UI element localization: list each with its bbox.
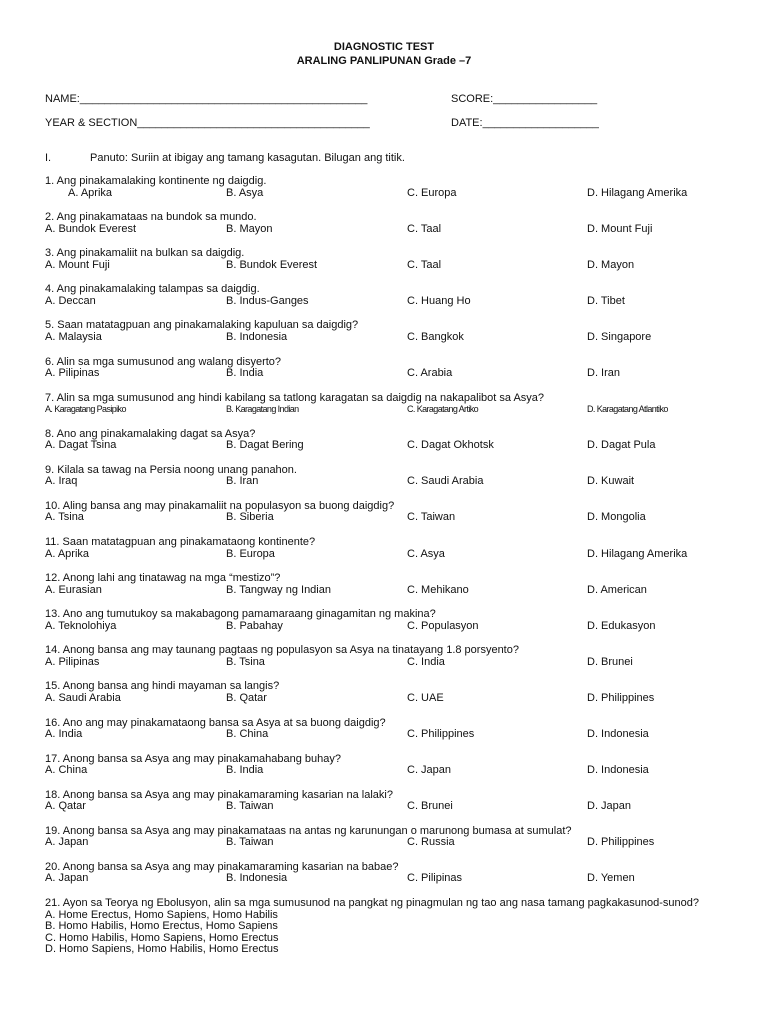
answer-option[interactable]: A. Deccan — [45, 294, 96, 307]
answer-option[interactable]: A. Karagatang Pasipiko — [45, 404, 126, 415]
year-section-field: YEAR & SECTION______________________________________ — [45, 117, 370, 129]
question-20 — [45, 862, 725, 886]
answer-options — [45, 765, 725, 777]
score-field: SCORE:_________________ — [451, 93, 598, 105]
question-4 — [45, 284, 725, 308]
question-15 — [45, 681, 725, 705]
answer-option[interactable]: B. Indus-Ganges — [226, 294, 309, 307]
answer-option[interactable]: D. Dagat Pula — [587, 439, 656, 452]
answer-options — [45, 801, 725, 813]
answer-option[interactable]: C. Homo Habilis, Homo Sapiens, Homo Erectus — [45, 931, 279, 944]
answer-options — [45, 512, 725, 524]
answer-option[interactable]: C. India — [407, 655, 445, 668]
answer-option[interactable]: A. Mount Fuji — [45, 258, 110, 271]
question-19 — [45, 826, 725, 850]
answer-option[interactable]: B. Pabahay — [226, 619, 283, 632]
name-field: NAME:_______________________________________________ — [45, 93, 368, 105]
question-text: 8. Ano ang pinakamalaking dagat sa Asya? — [45, 427, 256, 440]
question-text: 16. Ano ang may pinakamataong bansa sa Asya at sa buong daigdig? — [45, 716, 386, 729]
question-18 — [45, 790, 725, 814]
answer-option[interactable]: A. Tsina — [45, 511, 84, 524]
answer-option[interactable]: C. Saudi Arabia — [407, 475, 484, 488]
answer-option[interactable]: B. Asya — [226, 186, 264, 199]
answer-option[interactable]: A. Teknolohiya — [45, 619, 117, 632]
answer-option[interactable]: D. Philippines — [587, 691, 655, 704]
answer-option[interactable]: D. Brunei — [587, 655, 633, 668]
page-subtitle: ARALING PANLIPUNAN Grade –7 — [296, 55, 472, 67]
answer-option[interactable]: A. Dagat Tsina — [45, 439, 117, 452]
answer-option[interactable]: D. American — [587, 583, 647, 596]
answer-options — [45, 657, 725, 669]
question-text: 2. Ang pinakamataas na bundok sa mundo. — [45, 211, 257, 224]
answer-option[interactable]: A. Aprika — [68, 186, 113, 199]
answer-option[interactable]: B. Tsina — [226, 655, 265, 668]
question-7 — [45, 393, 725, 417]
answer-option[interactable]: C. Russia — [407, 836, 455, 849]
answer-option[interactable]: C. Taiwan — [407, 511, 456, 524]
answer-option[interactable]: B. Homo Habilis, Homo Erectus, Homo Sapiens — [45, 920, 278, 932]
answer-options — [45, 224, 725, 236]
question-text: 3. Ang pinakamaliit na bulkan sa daigdig. — [45, 247, 245, 260]
answer-option[interactable]: D. Tibet — [587, 294, 625, 307]
page-title: DIAGNOSTIC TEST — [333, 41, 435, 53]
answer-option[interactable]: B. Tangway ng Indian — [226, 583, 331, 596]
answer-options — [45, 260, 725, 272]
answer-option[interactable]: A. Malaysia — [45, 330, 102, 343]
question-11 — [45, 537, 725, 561]
answer-options — [45, 188, 725, 200]
question-10 — [45, 501, 725, 525]
answer-option[interactable]: A. Saudi Arabia — [45, 691, 121, 704]
answer-option[interactable]: C. Europa — [407, 186, 457, 199]
answer-options — [45, 837, 725, 849]
question-text: 9. Kilala sa tawag na Persia noong unang panahon. — [45, 463, 297, 476]
answer-option[interactable]: B. Bundok Everest — [226, 258, 318, 271]
answer-option[interactable]: D. Indonesia — [587, 728, 649, 740]
answer-option[interactable]: D. Hilagang Amerika — [587, 186, 688, 199]
answer-option[interactable]: D. Iran — [587, 367, 621, 379]
answer-option[interactable]: D. Kuwait — [587, 475, 635, 488]
question-text: 7. Alin sa mga sumusunod ang hindi kabilang sa tatlong karagatan sa daigdig na nakapalibot sa Asya? — [45, 391, 545, 404]
answer-option[interactable]: C. Taal — [407, 222, 442, 235]
answer-option[interactable]: B. China — [226, 728, 269, 740]
answer-option[interactable]: B. Qatar — [226, 691, 267, 704]
answer-option[interactable]: C. Bangkok — [407, 330, 464, 343]
answer-option[interactable]: C. Dagat Okhotsk — [407, 439, 494, 452]
answer-options — [45, 621, 725, 633]
answer-option[interactable]: A. Japan — [45, 872, 89, 885]
answer-option[interactable]: A. Eurasian — [45, 583, 102, 596]
answer-option[interactable]: C. Populasyon — [407, 619, 479, 632]
answer-option[interactable]: B. India — [226, 367, 264, 379]
answer-option[interactable]: C. Karagatang Artiko — [407, 404, 479, 415]
answer-options — [45, 296, 725, 308]
question-text: 4. Ang pinakamalaking talampas sa daigdig. — [45, 283, 260, 296]
question-2 — [45, 212, 725, 236]
question-text: 17. Anong bansa sa Asya ang may pinakamahabang buhay? — [45, 752, 342, 765]
answer-option[interactable]: D. Karagatang Atlantiko — [587, 404, 668, 415]
question-9 — [45, 465, 725, 489]
answer-option[interactable]: D. Singapore — [587, 330, 652, 343]
answer-options — [45, 404, 725, 416]
answer-option[interactable]: B. Dagat Bering — [226, 439, 304, 452]
answer-options — [45, 873, 725, 885]
answer-option[interactable]: D. Edukasyon — [587, 619, 656, 632]
answer-option[interactable]: C. Huang Ho — [407, 294, 471, 307]
question-5 — [45, 320, 725, 344]
answer-option[interactable]: A. India — [45, 728, 83, 740]
question-21 — [45, 898, 725, 956]
question-text: 5. Saan matatagpuan ang pinakamalaking kapuluan sa daigdig? — [45, 319, 359, 332]
answer-options — [45, 549, 725, 561]
instructions-numeral: I. — [45, 152, 52, 164]
question-3 — [45, 248, 725, 272]
date-field: DATE:___________________ — [451, 117, 599, 129]
instructions — [45, 152, 405, 164]
answer-option[interactable]: D. Mount Fuji — [587, 222, 653, 235]
question-text: 20. Anong bansa sa Asya ang may pinakamaraming kasarian na babae? — [45, 860, 399, 873]
answer-option[interactable]: A. Qatar — [45, 800, 86, 813]
answer-option[interactable]: B. Europa — [226, 547, 275, 560]
answer-option[interactable]: B. Siberia — [226, 511, 274, 524]
answer-option[interactable]: B. Karagatang Indian — [226, 404, 299, 415]
answer-option[interactable]: C. Taal — [407, 258, 442, 271]
answer-option[interactable]: A. Bundok Everest — [45, 222, 137, 235]
answer-option[interactable]: A. Aprika — [45, 547, 90, 560]
answer-option[interactable]: B. India — [226, 764, 264, 777]
answer-option[interactable]: B. Indonesia — [226, 330, 288, 343]
question-13 — [45, 609, 725, 633]
answer-option[interactable]: C. Pilipinas — [407, 872, 463, 885]
answer-options — [45, 585, 725, 597]
answer-option[interactable]: A. Home Erectus, Homo Sapiens, Homo Habilis — [45, 908, 278, 921]
question-text: 10. Aling bansa ang may pinakamaliit na populasyon sa buong daigdig? — [45, 499, 395, 512]
answer-option[interactable]: C. Arabia — [407, 367, 453, 379]
question-text: 19. Anong bansa sa Asya ang may pinakamataas na antas ng karunungan o marunong bumasa at sumulat? — [45, 824, 572, 837]
question-16 — [45, 718, 725, 742]
answer-option[interactable]: C. Brunei — [407, 800, 453, 813]
question-text: 21. Ayon sa Teorya ng Ebolusyon, alin sa mga sumusunod na pangkat ng pinagmulan ng tao ang nasa tamang pagkakasunod-sunod? — [45, 897, 699, 909]
answer-option[interactable]: B. Mayon — [226, 222, 273, 235]
question-8 — [45, 429, 725, 453]
question-1 — [45, 176, 725, 200]
question-text: 11. Saan matatagpuan ang pinakamataong kontinente? — [45, 536, 316, 548]
answer-option[interactable]: B. Indonesia — [226, 872, 288, 885]
question-text: 13. Ano ang tumutukoy sa makabagong pamamaraang ginagamitan ng makina? — [45, 608, 436, 621]
question-text: 15. Anong bansa ang hindi mayaman sa langis? — [45, 680, 280, 693]
answer-option[interactable]: C. Asya — [407, 547, 445, 560]
question-14 — [45, 645, 725, 669]
answer-option[interactable]: D. Homo Sapiens, Homo Habilis, Homo Erectus — [45, 943, 279, 955]
answer-option[interactable]: C. UAE — [407, 691, 444, 704]
answer-option[interactable]: D. Indonesia — [587, 764, 649, 777]
answer-option[interactable]: B. Taiwan — [226, 800, 274, 813]
answer-option[interactable]: A. Iraq — [45, 475, 78, 488]
question-17 — [45, 754, 725, 778]
question-text: 14. Anong bansa ang may taunang pagtaas ng populasyon sa Asya na tinatayang 1.8 porsyento? — [45, 644, 519, 657]
answer-option[interactable]: D. Japan — [587, 800, 632, 813]
answer-options — [45, 332, 725, 344]
answer-options — [45, 729, 725, 741]
answer-option[interactable]: C. Mehikano — [407, 583, 469, 596]
question-12 — [45, 573, 725, 597]
answer-options — [45, 476, 725, 488]
answer-options — [45, 368, 725, 380]
question-text: 12. Anong lahi ang tinatawag na mga “mestizo”? — [45, 572, 281, 585]
answer-option[interactable]: A. Japan — [45, 836, 89, 849]
answer-option[interactable]: D. Yemen — [587, 872, 635, 885]
answer-option[interactable]: C. Japan — [407, 764, 452, 777]
question-text: 1. Ang pinakamalaking kontinente ng daigdig. — [45, 175, 267, 187]
answer-options — [45, 440, 725, 452]
answer-option[interactable]: B. Iran — [226, 475, 259, 488]
question-6 — [45, 357, 725, 381]
answer-option[interactable]: A. China — [45, 764, 88, 777]
answer-options — [45, 693, 725, 705]
question-text: 6. Alin sa mga sumusunod ang walang disyerto? — [45, 355, 282, 368]
answer-option[interactable]: B. Taiwan — [226, 836, 274, 849]
answer-option[interactable]: A. Pilipinas — [45, 367, 100, 379]
answer-option[interactable]: D. Philippines — [587, 836, 655, 849]
instructions-text: Panuto: Suriin at ibigay ang tamang kasagutan. Bilugan ang titik. — [90, 152, 405, 164]
answer-option[interactable]: D. Mayon — [587, 258, 635, 271]
answer-option[interactable]: D. Hilagang Amerika — [587, 547, 688, 560]
answer-option[interactable]: D. Mongolia — [587, 511, 646, 524]
answer-option[interactable]: A. Pilipinas — [45, 655, 100, 668]
answer-option[interactable]: C. Philippines — [407, 728, 475, 740]
question-text: 18. Anong bansa sa Asya ang may pinakamaraming kasarian na lalaki? — [45, 788, 393, 801]
